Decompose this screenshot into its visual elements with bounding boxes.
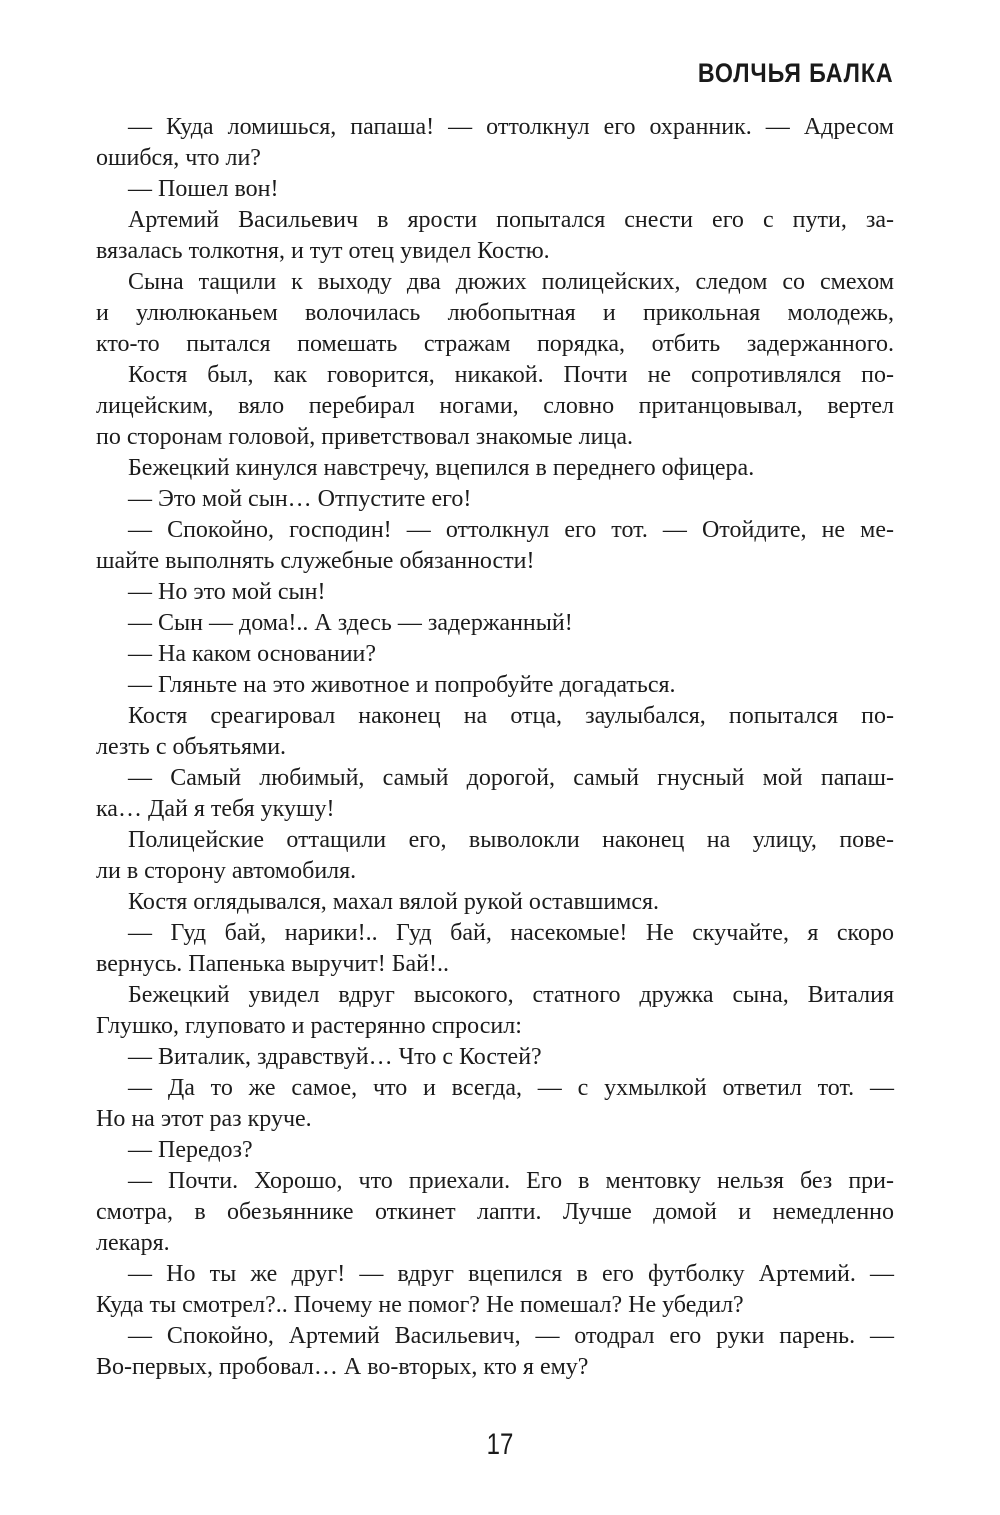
text-line: Сына тащили к выходу два дюжих полицейских, следом со смехом — [128, 269, 894, 295]
text-line: вернусь. Папенька выручит! Бай!.. — [96, 951, 449, 977]
text-line: Костя был, как говорится, никакой. Почти не сопротивлялся по- — [128, 362, 894, 388]
text-line: и улюлюканьем волочилась любопытная и прикольная молодежь, — [96, 300, 894, 326]
text-line: ли в сторону автомобиля. — [96, 858, 357, 884]
text-line: кто-то пытался помешать стражам порядка, отбить задержанного. — [96, 331, 894, 357]
text-line: ошибся, что ли? — [96, 145, 261, 171]
text-line: — Сын — дома!.. А здесь — задержанный! — [128, 610, 573, 636]
text-line: Но на этот раз круче. — [96, 1106, 312, 1132]
text-line: Куда ты смотрел?.. Почему не помог? Не помешал? Не убедил? — [96, 1292, 744, 1318]
text-line: — Но ты же друг! — вдруг вцепился в его футболку Артемий. — — [128, 1261, 894, 1287]
text-line: — Виталик, здравствуй… Что с Костей? — [128, 1044, 542, 1070]
text-line: лекаря. — [96, 1230, 170, 1256]
text-line: Костя оглядывался, махал вялой рукой оставшимся. — [128, 889, 660, 915]
text-line: Глушко, глуповато и растерянно спросил: — [96, 1013, 522, 1039]
page-number: 17 — [486, 1428, 514, 1461]
text-line: — Передоз? — [128, 1137, 253, 1163]
text-line: Бежецкий кинулся навстречу, вцепился в переднего офицера. — [128, 455, 755, 481]
text-line: Артемий Васильевич в ярости попытался снести его с пути, за- — [128, 207, 894, 233]
text-line: — Это мой сын… Отпустите его! — [128, 486, 472, 512]
text-line: Полицейские оттащили его, выволокли наконец на улицу, пове- — [128, 827, 894, 853]
text-line: лицейским, вяло перебирал ногами, словно пританцовывал, вертел — [96, 393, 894, 419]
text-line: Во-первых, пробовал… А во-вторых, кто я ему? — [96, 1354, 589, 1380]
text-line: Бежецкий увидел вдруг высокого, статного дружка сына, Виталия — [128, 982, 894, 1008]
text-line: — Куда ломишься, папаша! — оттолкнул его охранник. — Адресом — [128, 114, 894, 140]
text-line: — На каком основании? — [128, 641, 377, 667]
text-line: — Самый любимый, самый дорогой, самый гнусный мой папаш- — [128, 765, 894, 791]
body-text — [96, 112, 894, 1383]
text-line: — Но это мой сын! — [128, 579, 326, 605]
text-line: по сторонам головой, приветствовал знакомые лица. — [96, 424, 633, 450]
text-line: Костя среагировал наконец на отца, заулыбался, попытался по- — [128, 703, 894, 729]
text-line: шайте выполнять служебные обязанности! — [96, 548, 535, 574]
text-line: — Гуд бай, нарики!.. Гуд бай, насекомые! Не скучайте, я скоро — [128, 920, 894, 946]
text-line: — Спокойно, Артемий Васильевич, — отодрал его руки парень. — — [128, 1323, 894, 1349]
text-line: — Гляньте на это животное и попробуйте догадаться. — [128, 672, 676, 698]
text-line: — Почти. Хорошо, что приехали. Его в ментовку нельзя без при- — [128, 1168, 894, 1194]
text-line: — Спокойно, господин! — оттолкнул его тот. — Отойдите, не ме- — [128, 517, 894, 543]
text-line: вязалась толкотня, и тут отец увидел Костю. — [96, 238, 550, 264]
running-head: ВОЛЧЬЯ БАЛКА — [697, 58, 893, 88]
text-line: лезть с объятьями. — [96, 734, 287, 760]
text-line: — Да то же самое, что и всегда, — с ухмылкой ответил тот. — — [128, 1075, 894, 1101]
text-line: — Пошел вон! — [128, 176, 279, 202]
text-line: ка… Дай я тебя укушу! — [96, 796, 335, 822]
text-line: смотра, в обезьяннике откинет лапти. Лучше домой и немедленно — [96, 1199, 894, 1225]
